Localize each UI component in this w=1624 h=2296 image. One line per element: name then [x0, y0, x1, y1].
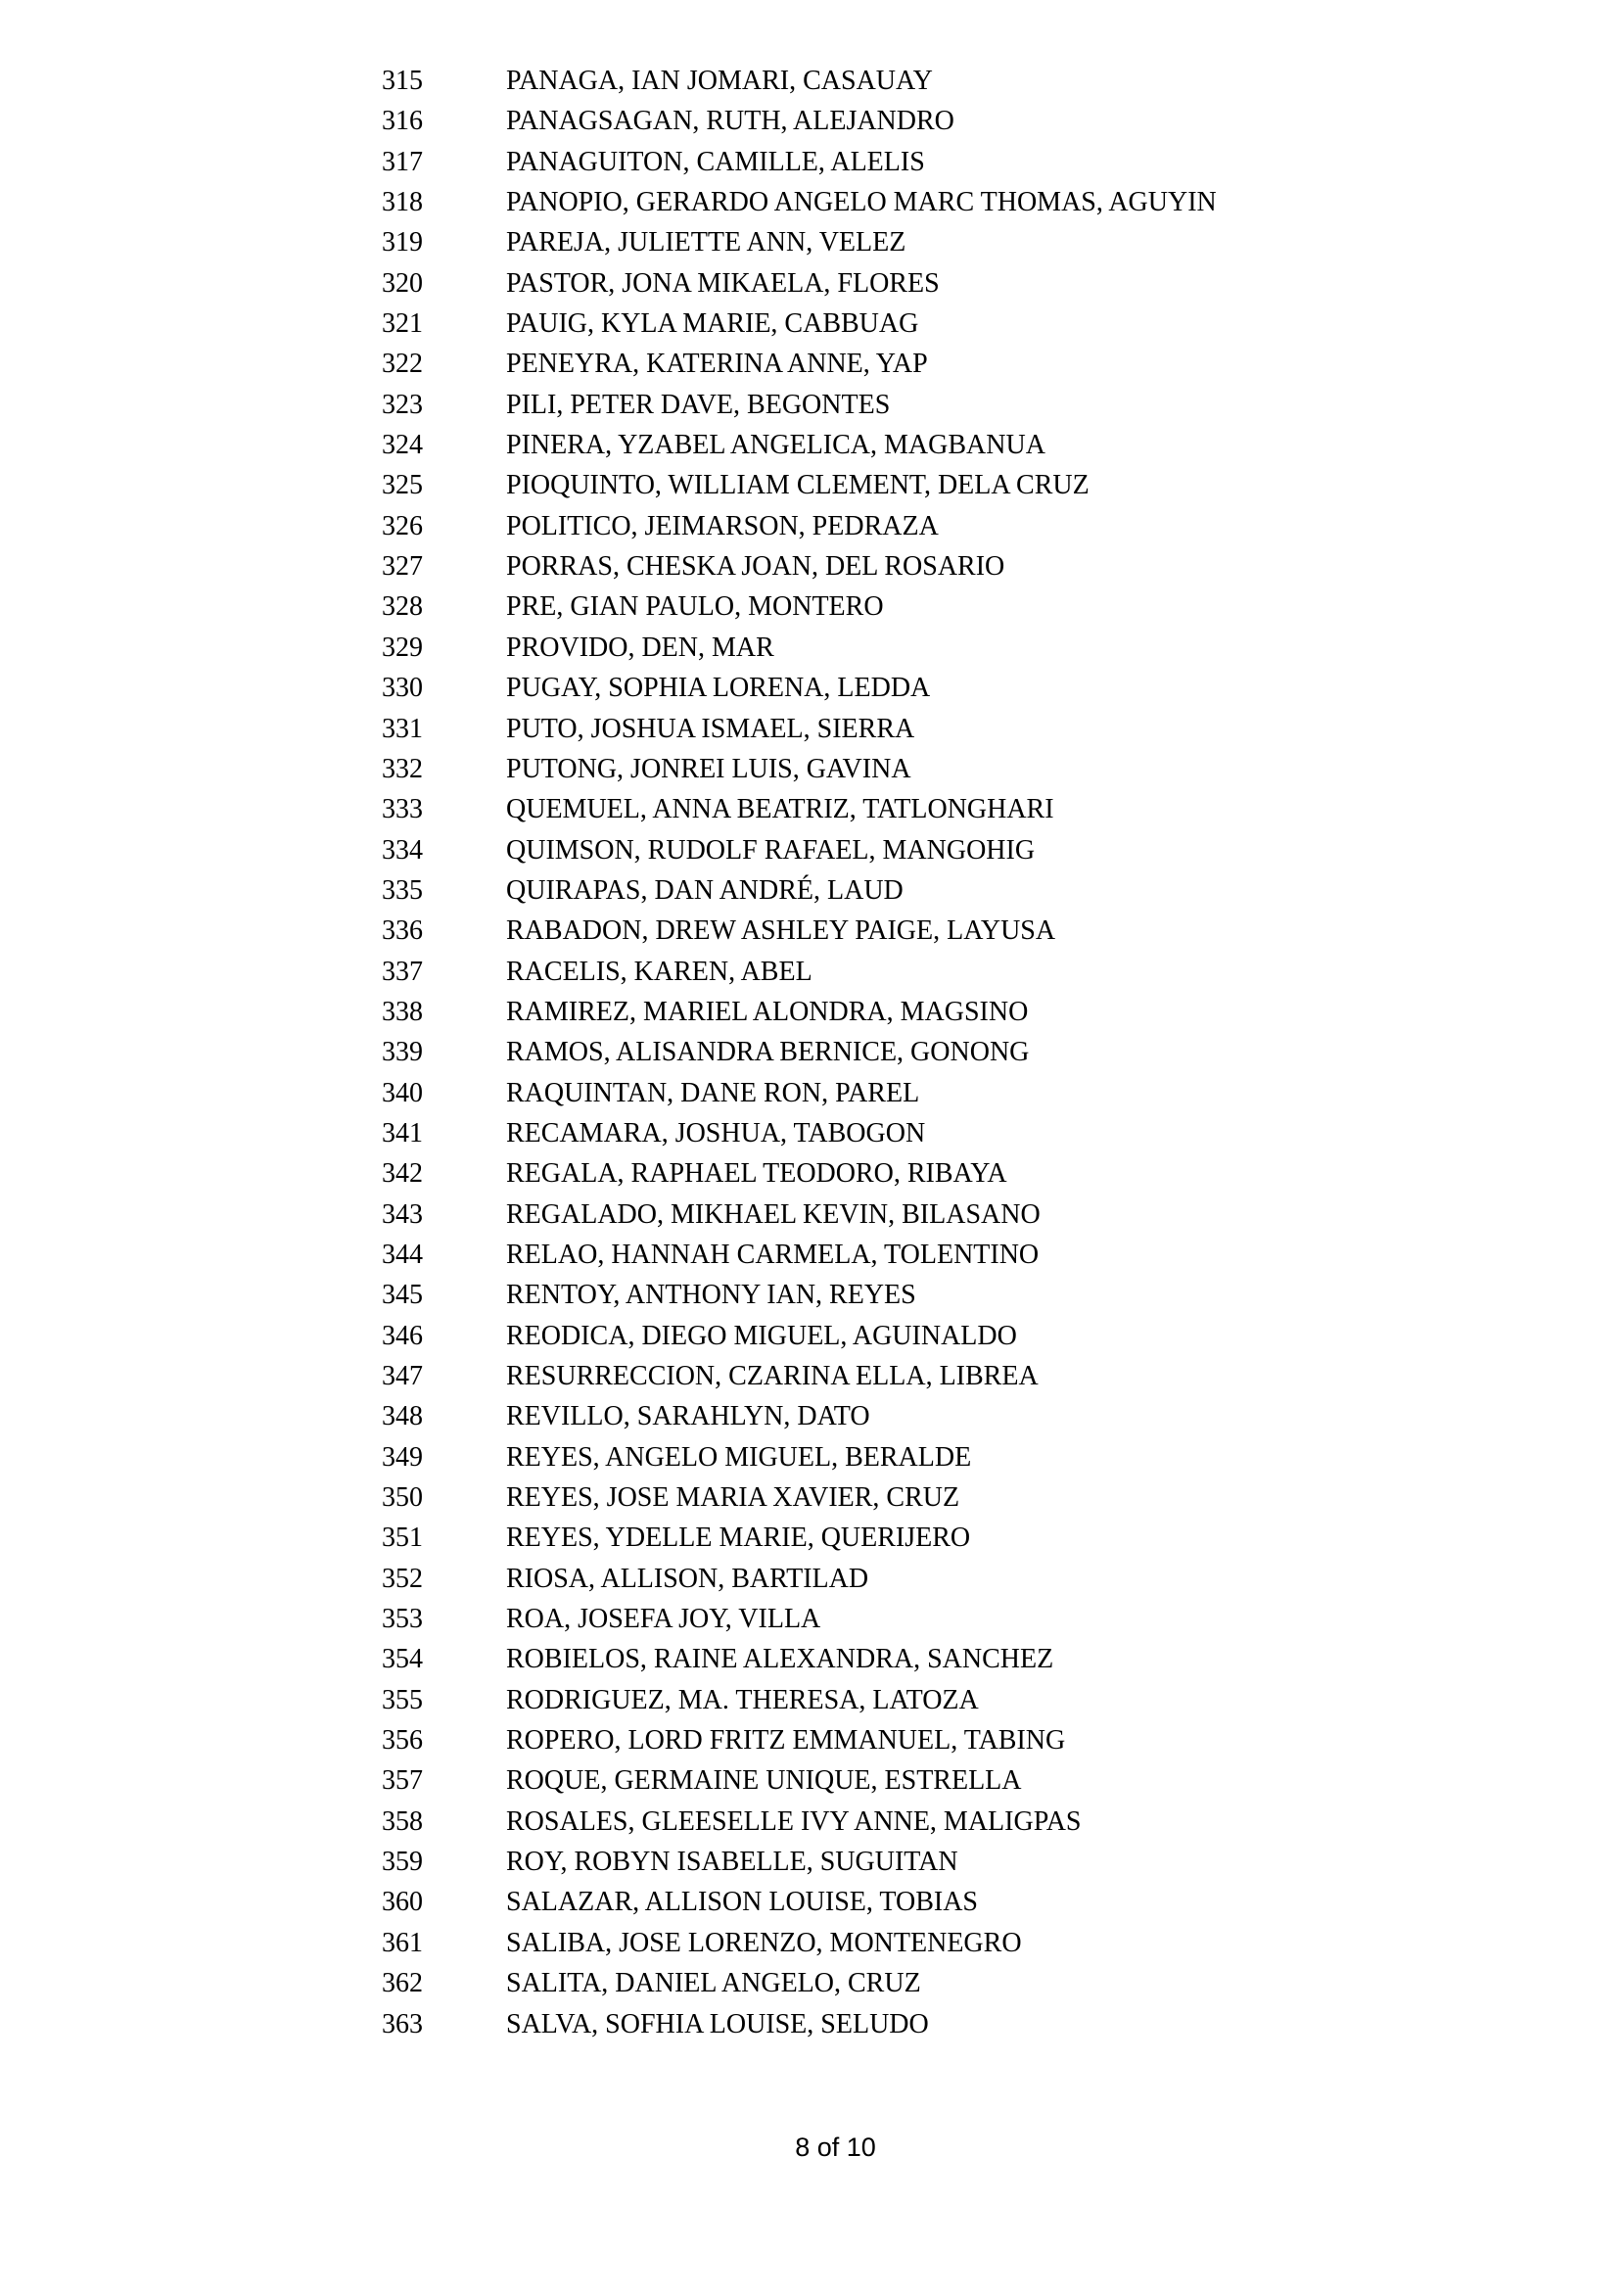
- list-row: [0, 870, 1624, 911]
- row-number: 363: [382, 2008, 423, 2039]
- list-row: [0, 952, 1624, 992]
- row-name: PASTOR, JONA MIKAELA, FLORES: [506, 267, 940, 299]
- row-number: 340: [382, 1077, 423, 1108]
- list-row: [0, 911, 1624, 951]
- list-row: [0, 749, 1624, 789]
- row-number: 343: [382, 1198, 423, 1230]
- list-row: [0, 1882, 1624, 1922]
- row-number: 357: [382, 1765, 423, 1797]
- row-name: RENTOY, ANTHONY IAN, REYES: [506, 1280, 916, 1311]
- row-name: ROPERO, LORD FRITZ EMMANUEL, TABING: [506, 1725, 1066, 1757]
- row-number: 328: [382, 591, 423, 623]
- row-number: 319: [382, 227, 423, 258]
- row-name: ROSALES, GLEESELLE IVY ANNE, MALIGPAS: [506, 1805, 1082, 1837]
- row-name: SALVA, SOFHIA LOUISE, SELUDO: [506, 2008, 929, 2039]
- page-footer: [0, 2132, 1624, 2163]
- list-row: [0, 425, 1624, 465]
- row-name: RODRIGUEZ, MA. THERESA, LATOZA: [506, 1684, 979, 1715]
- row-name: PANAGSAGAN, RUTH, ALEJANDRO: [506, 106, 954, 137]
- row-number: 341: [382, 1117, 423, 1148]
- list-row: [0, 263, 1624, 304]
- list-row: [0, 385, 1624, 425]
- row-name: RECAMARA, JOSHUA, TABOGON: [506, 1117, 926, 1148]
- list-row: [0, 628, 1624, 668]
- row-name: PUTO, JOSHUA ISMAEL, SIERRA: [506, 713, 915, 744]
- row-name: REGALA, RAPHAEL TEODORO, RIBAYA: [506, 1158, 1007, 1190]
- row-number: 323: [382, 389, 423, 420]
- row-number: 331: [382, 713, 423, 744]
- row-number: 332: [382, 753, 423, 784]
- list-row: [0, 1923, 1624, 1963]
- row-number: 329: [382, 632, 423, 663]
- row-name: PENEYRA, KATERINA ANNE, YAP: [506, 349, 928, 380]
- row-name: ROA, JOSEFA JOY, VILLA: [506, 1604, 821, 1635]
- row-name: PORRAS, CHESKA JOAN, DEL ROSARIO: [506, 551, 1005, 583]
- row-number: 333: [382, 794, 423, 825]
- list-row: [0, 830, 1624, 870]
- row-name: RAQUINTAN, DANE RON, PAREL: [506, 1077, 920, 1108]
- list-row: [0, 1518, 1624, 1558]
- list-row: [0, 2004, 1624, 2044]
- list-row: [0, 1316, 1624, 1356]
- row-name: SALAZAR, ALLISON LOUISE, TOBIAS: [506, 1887, 978, 1918]
- row-number: 342: [382, 1158, 423, 1190]
- list-row: [0, 465, 1624, 505]
- list-row: [0, 182, 1624, 222]
- list-row: [0, 222, 1624, 262]
- row-name: PAUIG, KYLA MARIE, CABBUAG: [506, 308, 919, 340]
- list-row: [0, 1032, 1624, 1072]
- row-number: 316: [382, 106, 423, 137]
- row-number: 355: [382, 1684, 423, 1715]
- list-row: [0, 1195, 1624, 1235]
- row-name: PUGAY, SOPHIA LORENA, LEDDA: [506, 673, 931, 704]
- list-row: [0, 304, 1624, 344]
- row-name: REGALADO, MIKHAEL KEVIN, BILASANO: [506, 1198, 1041, 1230]
- row-number: 327: [382, 551, 423, 583]
- row-name: PIOQUINTO, WILLIAM CLEMENT, DELA CRUZ: [506, 470, 1090, 501]
- row-number: 348: [382, 1401, 423, 1432]
- row-number: 322: [382, 349, 423, 380]
- list-row: [0, 101, 1624, 141]
- row-number: 347: [382, 1361, 423, 1391]
- row-number: 325: [382, 470, 423, 501]
- row-name: ROY, ROBYN ISABELLE, SUGUITAN: [506, 1847, 958, 1878]
- row-name: QUIRAPAS, DAN ANDRÉ, LAUD: [506, 874, 904, 906]
- row-name: PILI, PETER DAVE, BEGONTES: [506, 389, 891, 420]
- list-row: [0, 586, 1624, 627]
- row-number: 335: [382, 874, 423, 906]
- row-number: 349: [382, 1441, 423, 1473]
- row-name: PANOPIO, GERARDO ANGELO MARC THOMAS, AGUYIN: [506, 187, 1217, 218]
- list-row: [0, 61, 1624, 101]
- row-number: 334: [382, 834, 423, 866]
- row-name: PANAGUITON, CAMILLE, ALELIS: [506, 146, 925, 177]
- list-row: [0, 344, 1624, 384]
- list-row: [0, 546, 1624, 586]
- list-row: [0, 1760, 1624, 1801]
- list-row: [0, 1396, 1624, 1436]
- row-number: 338: [382, 996, 423, 1027]
- list-row: [0, 506, 1624, 546]
- row-number: 352: [382, 1563, 423, 1594]
- page-number: 8 of 10: [795, 2132, 876, 2162]
- row-number: 339: [382, 1037, 423, 1068]
- row-number: 351: [382, 1523, 423, 1554]
- list-row: [0, 1963, 1624, 2003]
- row-name: REYES, JOSE MARIA XAVIER, CRUZ: [506, 1482, 960, 1514]
- list-row: [0, 1235, 1624, 1275]
- row-number: 318: [382, 187, 423, 218]
- row-number: 336: [382, 915, 423, 947]
- row-number: 321: [382, 308, 423, 340]
- row-number: 324: [382, 430, 423, 461]
- row-name: REYES, YDELLE MARIE, QUERIJERO: [506, 1523, 971, 1554]
- row-name: REVILLO, SARAHLYN, DATO: [506, 1401, 870, 1432]
- list-row: [0, 1802, 1624, 1842]
- list-row: [0, 1113, 1624, 1153]
- row-number: 353: [382, 1604, 423, 1635]
- row-number: 345: [382, 1280, 423, 1311]
- results-list: [0, 61, 1624, 2044]
- row-number: 360: [382, 1887, 423, 1918]
- row-name: PINERA, YZABEL ANGELICA, MAGBANUA: [506, 430, 1045, 461]
- row-number: 330: [382, 673, 423, 704]
- row-number: 320: [382, 267, 423, 299]
- row-number: 337: [382, 956, 423, 987]
- row-number: 362: [382, 1968, 423, 1999]
- row-number: 361: [382, 1927, 423, 1958]
- list-row: [0, 1073, 1624, 1113]
- list-row: [0, 709, 1624, 749]
- row-name: QUIMSON, RUDOLF RAFAEL, MANGOHIG: [506, 834, 1036, 866]
- list-row: [0, 1275, 1624, 1315]
- list-row: [0, 668, 1624, 708]
- row-name: SALIBA, JOSE LORENZO, MONTENEGRO: [506, 1927, 1022, 1958]
- row-name: SALITA, DANIEL ANGELO, CRUZ: [506, 1968, 921, 1999]
- list-row: [0, 789, 1624, 829]
- row-name: RACELIS, KAREN, ABEL: [506, 956, 812, 987]
- list-row: [0, 1437, 1624, 1477]
- row-name: PROVIDO, DEN, MAR: [506, 632, 774, 663]
- row-name: REYES, ANGELO MIGUEL, BERALDE: [506, 1441, 972, 1473]
- row-number: 358: [382, 1805, 423, 1837]
- row-name: PUTONG, JONREI LUIS, GAVINA: [506, 753, 911, 784]
- list-row: [0, 1680, 1624, 1720]
- row-name: RAMIREZ, MARIEL ALONDRA, MAGSINO: [506, 996, 1029, 1027]
- row-name: PRE, GIAN PAULO, MONTERO: [506, 591, 884, 623]
- row-name: QUEMUEL, ANNA BEATRIZ, TATLONGHARI: [506, 794, 1054, 825]
- row-name: PANAGA, IAN JOMARI, CASAUAY: [506, 66, 933, 96]
- row-number: 354: [382, 1644, 423, 1675]
- list-row: [0, 1842, 1624, 1882]
- row-number: 346: [382, 1320, 423, 1351]
- row-name: RABADON, DREW ASHLEY PAIGE, LAYUSA: [506, 915, 1056, 947]
- row-number: 317: [382, 146, 423, 177]
- row-name: RAMOS, ALISANDRA BERNICE, GONONG: [506, 1037, 1030, 1068]
- row-name: REODICA, DIEGO MIGUEL, AGUINALDO: [506, 1320, 1017, 1351]
- row-name: RESURRECCION, CZARINA ELLA, LIBREA: [506, 1361, 1039, 1391]
- row-name: RIOSA, ALLISON, BARTILAD: [506, 1563, 869, 1594]
- row-number: 326: [382, 510, 423, 541]
- row-number: 344: [382, 1239, 423, 1270]
- row-number: 315: [382, 66, 423, 96]
- row-name: PAREJA, JULIETTE ANN, VELEZ: [506, 227, 906, 258]
- row-name: POLITICO, JEIMARSON, PEDRAZA: [506, 510, 939, 541]
- list-row: [0, 1477, 1624, 1518]
- list-row: [0, 1559, 1624, 1599]
- list-row: [0, 1639, 1624, 1679]
- row-number: 359: [382, 1847, 423, 1878]
- list-row: [0, 142, 1624, 182]
- list-row: [0, 1153, 1624, 1194]
- list-row: [0, 992, 1624, 1032]
- row-name: ROBIELOS, RAINE ALEXANDRA, SANCHEZ: [506, 1644, 1054, 1675]
- list-row: [0, 1356, 1624, 1396]
- row-name: ROQUE, GERMAINE UNIQUE, ESTRELLA: [506, 1765, 1022, 1797]
- row-number: 350: [382, 1482, 423, 1514]
- row-number: 356: [382, 1725, 423, 1757]
- row-name: RELAO, HANNAH CARMELA, TOLENTINO: [506, 1239, 1040, 1270]
- list-row: [0, 1599, 1624, 1639]
- list-row: [0, 1720, 1624, 1760]
